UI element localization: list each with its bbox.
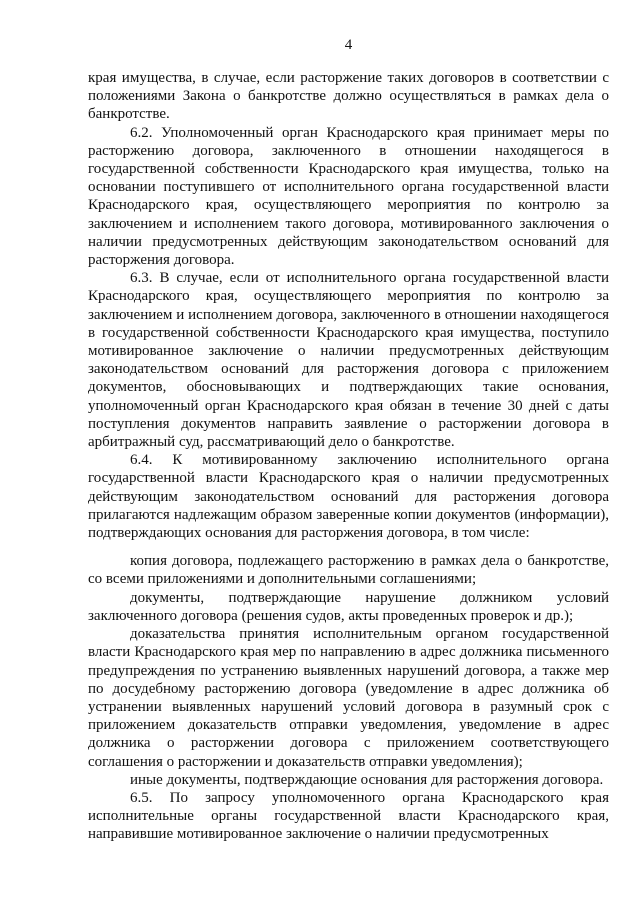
document-body [88,69,609,844]
page-number: 4 [344,37,353,53]
paragraph-continuation: края имущества, в случае, если расторжение таких договоров в соответствии с положениями Закона о банкротстве должно осуществляться в рамках дела о банкротстве. [88,70,609,123]
document-page [88,0,609,905]
list-item-violation-documents: документы, подтверждающие нарушение должником условий заключенного договора (решения судов, акты проведенных проверок и др.); [88,589,609,624]
list-item-evidence: доказательства принятия исполнительным органом государственной власти Краснодарского края мер по направлению в адрес должника письменного предупреждения по устранению выявленных нарушений договора, а также мер по досудебному расторжению договора (уведомление в адрес должника об устранении выявленных нарушений условий договора в разумный срок с приложением доказательств отправки уведомления, уведомление в адрес должника о расторжении договора с приложением соответствующего соглашения о расторжении и доказательств отправки уведомления); [88,626,609,770]
paragraph-6-5: 6.5. По запросу уполномоченного органа Краснодарского края исполнительные органы государственной власти Краснодарского края, направившие мотивированное заключение о наличии предусмотренных [88,789,609,843]
paragraph-6-4: 6.4. К мотивированному заключению исполнительного органа государственной власти Краснодарского края о наличии предусмотренных действующим законодательством оснований для расторжения договора прилагаются надлежащим образом заверенные копии документов (информации), подтверждающих основания для расторжения договора, в том числе: [88,452,609,542]
list-item-other-documents: иные документы, подтверждающие основания для расторжения договора. [130,771,604,788]
list-item-contract-copy: копия договора, подлежащего расторжению в рамках дела о банкротстве, со всеми приложениями и дополнительными соглашениями; [88,553,609,588]
paragraph-6-3: 6.3. В случае, если от исполнительного органа государственной власти Краснодарского края, осуществляющего мероприятия по контролю за заключением и исполнением договора, заключенного в отношении находящегося в государственной собственности Краснодарского края имущества, поступило мотивированное заключение о наличии предусмотренных действующим законодательством оснований для расторжения договора с приложением документов, обосновывающих и подтверждающих такие основания, уполномоченный орган Краснодарского края обязан в течение 30 дней с даты поступления документов направить заявление о расторжении договора в арбитражный суд, рассматривающий дело о банкротстве. [88,270,609,451]
paragraph-6-2: 6.2. Уполномоченный орган Краснодарского края принимает меры по расторжению договора, заключенного в отношении находящегося в государственной собственности Краснодарского края имущества, только на основании поступившего от исполнительного органа государственной власти Краснодарского края, осуществляющего мероприятия по контролю за заключением и исполнением такого договора, мотивированного заключения о наличии предусмотренных действующим законодательством оснований для расторжения договора. [88,124,609,269]
